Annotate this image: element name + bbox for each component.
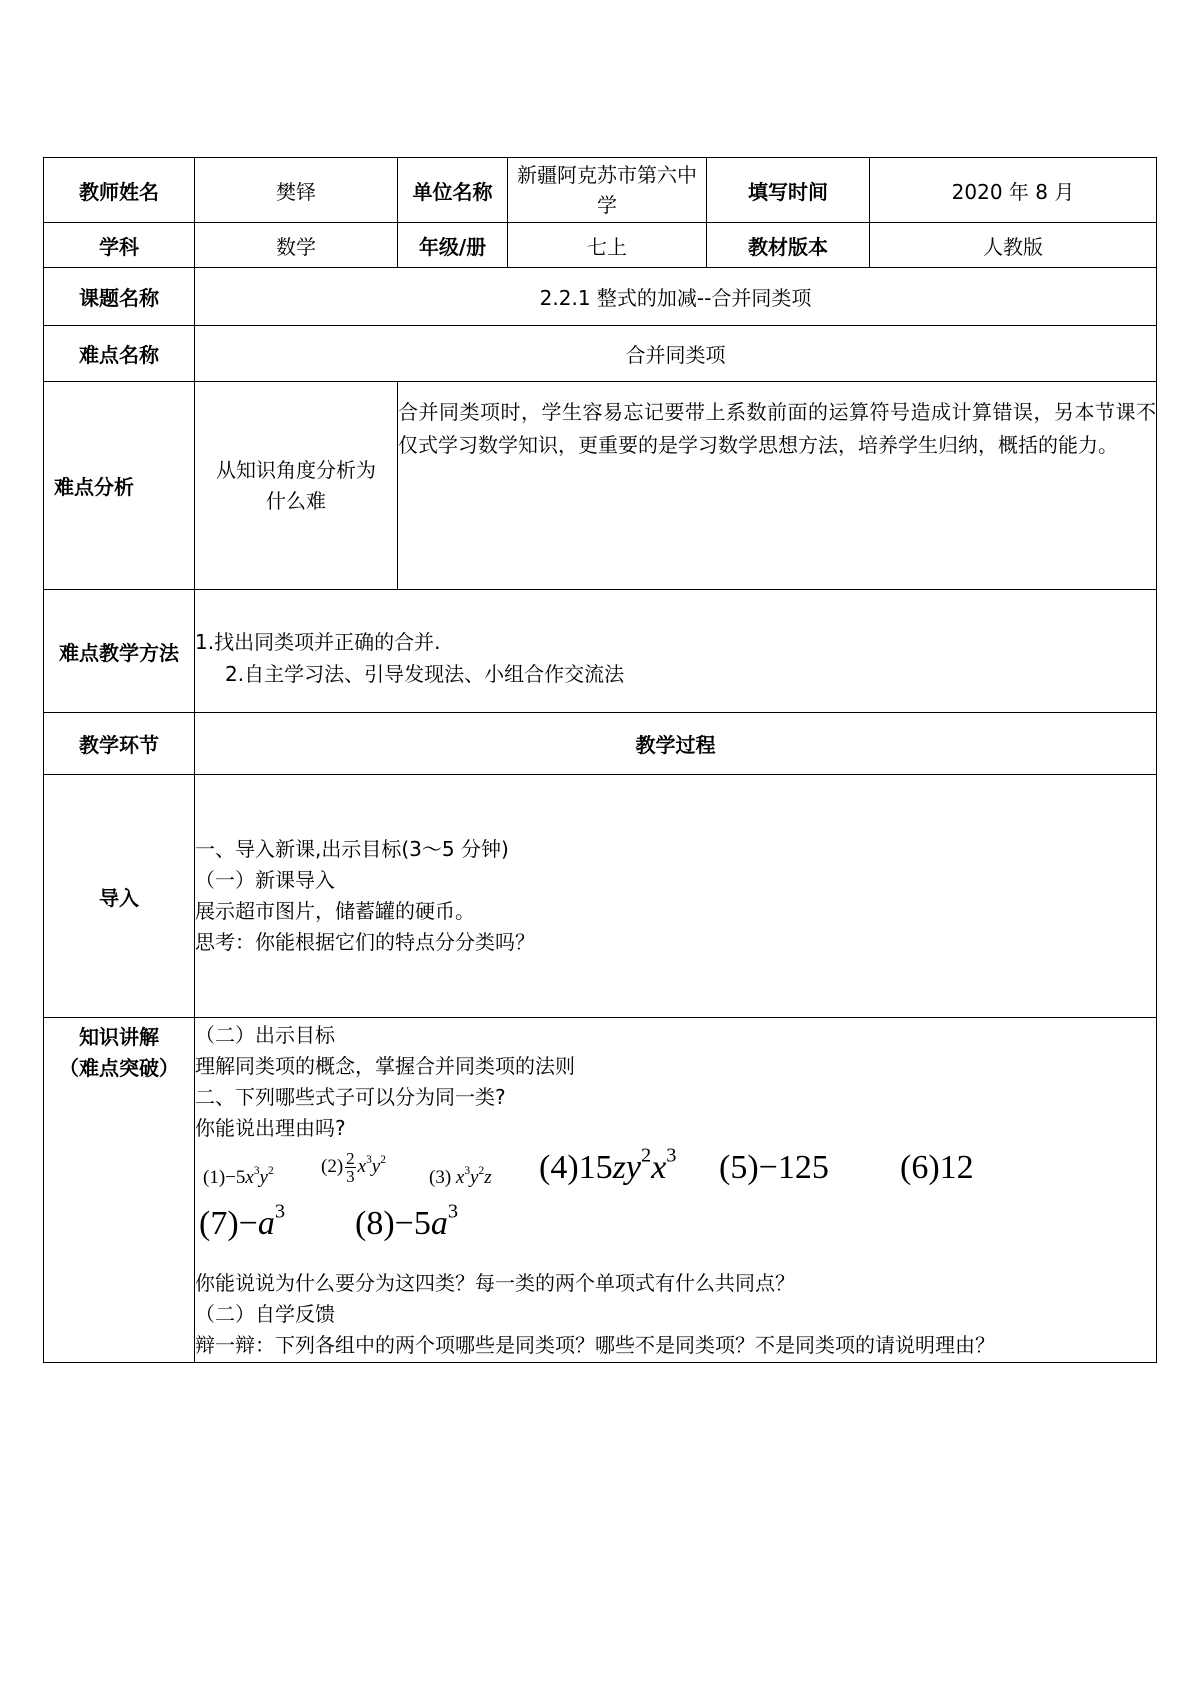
expression-3: (3) $x^3y^2z$: [429, 1164, 492, 1188]
expression-8: $(8)-5a^3$: [355, 1200, 459, 1242]
edition-label: 教材版本: [707, 223, 870, 268]
knowledge-line-2: 理解同类项的概念，掌握合并同类项的法则: [195, 1053, 575, 1078]
knowledge-line-1: （二）出示目标: [195, 1022, 335, 1047]
teacher-value: 樊铎: [195, 158, 398, 223]
knowledge-line-6: （二）自学反馈: [195, 1301, 335, 1326]
method-label: 难点教学方法: [44, 590, 195, 713]
expression-1: $(1)-5x^3y^2$: [203, 1164, 274, 1188]
expression-row-2: [195, 1200, 1156, 1268]
process-header-row: [44, 713, 1157, 775]
difficulty-row: [44, 326, 1157, 382]
knowledge-label: [44, 1018, 195, 1363]
intro-cell: [195, 775, 1157, 1018]
difficulty-value: 合并同类项: [195, 326, 1157, 382]
method-row: [44, 590, 1157, 713]
expression-7: $(7)-a^3$: [199, 1200, 286, 1242]
knowledge-row: [44, 1018, 1157, 1363]
unit-value: 新疆阿克苏市第六中学: [508, 158, 707, 223]
grade-value: 七上: [508, 223, 707, 268]
knowledge-label-line-2: （难点突破）: [59, 1056, 179, 1080]
topic-label: 课题名称: [44, 268, 195, 326]
header-row-1: [44, 158, 1157, 223]
knowledge-line-5: 你能说说为什么要分为这四类？每一类的两个单项式有什么共同点？: [195, 1270, 795, 1295]
difficulty-label: 难点名称: [44, 326, 195, 382]
intro-row: [44, 775, 1157, 1018]
time-label: 填写时间: [707, 158, 870, 223]
knowledge-line-3: 二、下列哪些式子可以分为同一类?: [195, 1084, 506, 1109]
header-row-2: [44, 223, 1157, 268]
analysis-label: 难点分析: [44, 382, 195, 590]
teacher-label: 教师姓名: [44, 158, 195, 223]
intro-line-2: （一）新课导入: [195, 868, 335, 892]
expression-2: (2) $\frac{2}{3}$ $x^3y^2$: [321, 1148, 386, 1186]
expression-4: $(4)15zy^2x^3$: [539, 1144, 677, 1186]
expression-6: (6)12: [900, 1148, 974, 1186]
knowledge-line-4: 你能说出理由吗?: [195, 1115, 346, 1140]
topic-value: 2.2.1 整式的加减--合并同类项: [195, 268, 1157, 326]
knowledge-line-7: 辩一辩：下列各组中的两个项哪些是同类项？哪些不是同类项？不是同类项的请说明理由？: [195, 1332, 995, 1357]
intro-line-3: 展示超市图片，储蓄罐的硬币。: [195, 899, 475, 923]
analysis-sub-label: 从知识角度分析为什么难: [195, 382, 398, 590]
analysis-row: [44, 382, 1157, 590]
method-cell: [195, 590, 1157, 713]
method-line-1: 1.找出同类项并正确的合并.: [195, 630, 441, 654]
analysis-text: 合并同类项时，学生容易忘记要带上系数前面的运算符号造成计算错误，另本节课不仅式学习数学知识，更重要的是学习数学思想方法，培养学生归纳，概括的能力。: [398, 382, 1157, 590]
subject-label: 学科: [44, 223, 195, 268]
method-line-2: 2.自主学习法、引导发现法、小组合作交流法: [225, 662, 625, 686]
intro-line-1: 一、导入新课,出示目标(3～5 分钟): [195, 837, 509, 861]
expression-5: (5)−125: [719, 1148, 829, 1186]
lesson-plan-table: [43, 157, 1157, 1363]
time-value: 2020 年 8 月: [870, 158, 1157, 223]
intro-label: 导入: [44, 775, 195, 1018]
subject-value: 数学: [195, 223, 398, 268]
unit-label: 单位名称: [398, 158, 508, 223]
grade-label: 年级/册: [398, 223, 508, 268]
process-value: 教学过程: [195, 713, 1157, 775]
process-label: 教学环节: [44, 713, 195, 775]
intro-line-4: 思考：你能根据它们的特点分分类吗？: [195, 930, 535, 954]
expression-row-1: [195, 1144, 1156, 1206]
topic-row: [44, 268, 1157, 326]
knowledge-cell: [195, 1018, 1157, 1363]
edition-value: 人教版: [870, 223, 1157, 268]
knowledge-label-line-1: 知识讲解: [79, 1025, 159, 1049]
